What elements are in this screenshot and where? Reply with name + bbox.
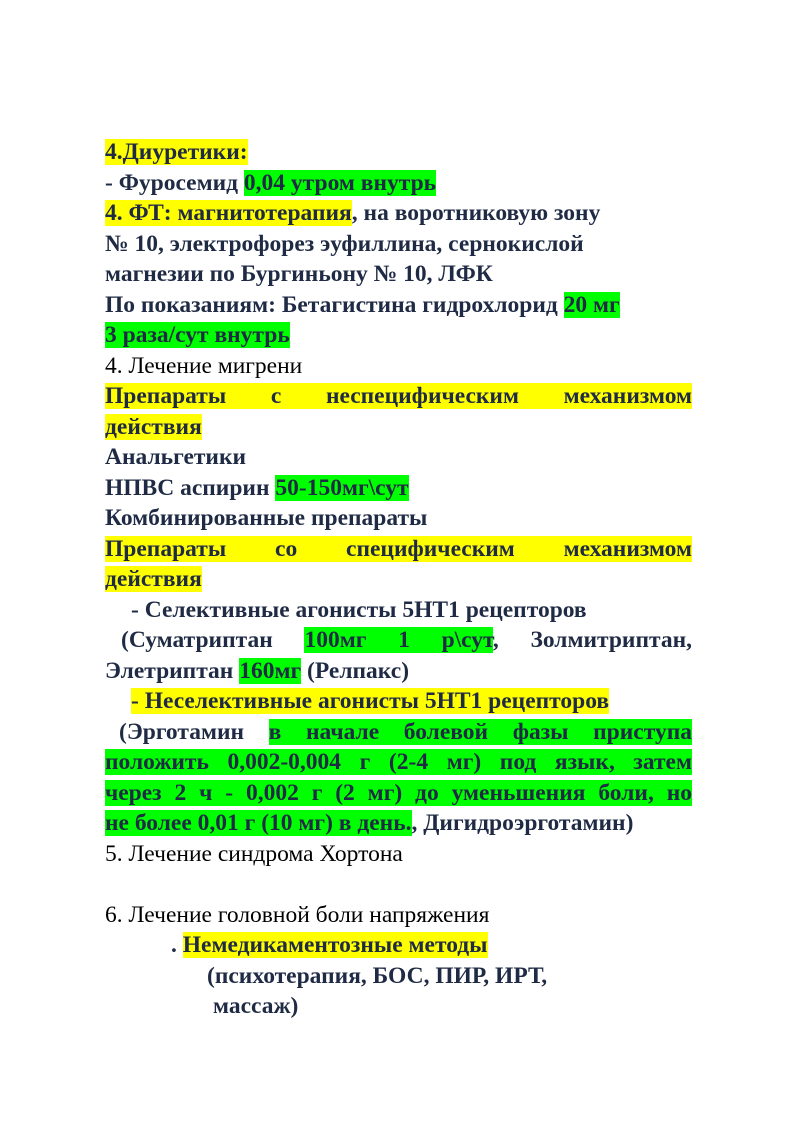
nonselective-heading: - Неселективные агонисты 5НТ1 рецепторов [131,688,610,714]
betahistine-label: По показаниям: Бетагистина гидрохлорид [105,291,564,318]
line-furosemide [105,168,692,199]
aspirin-dose: 50-150мг\сут [275,474,409,501]
line-analgesics: Анальгетики [105,444,247,470]
line-migraine-heading: 4. Лечение мигрени [105,352,303,379]
document-page [105,137,692,1022]
line-nsaid [105,473,692,504]
line-nonselective [105,686,692,717]
line-tension-heading: 6. Лечение головной боли напряжения [105,901,490,928]
line-ergotamine-4 [105,808,692,839]
line-nonspecific-1 [105,381,692,412]
ergotamine-instruction-2: положить 0,002-0,004 г (2-4 мг) под язык, затем [105,749,692,775]
line-nondrug-list: (психотерапия, БОС, ПИР, ИРТ, [207,962,548,989]
line-betahistine [105,290,692,321]
line-specific-2 [105,564,692,595]
line-sumatriptan [105,625,692,656]
line-physio [105,198,692,229]
zolmitriptan-label: , Золмитриптан, [492,627,692,653]
line-physio-3: магнезии по Бургиньону № 10, ЛФК [105,261,493,287]
relpax-label: (Релпакс) [301,657,410,684]
line-ergotamine-2 [105,747,692,778]
line-eletriptan [105,656,692,687]
line-ergotamine-3 [105,778,692,809]
eletriptan-label: Элетриптан [105,657,240,684]
specific-heading: Препараты со специфическим механизмом [105,535,692,562]
ergotamine-instruction-3: через 2 ч - 0,002 г (2 мг) до уменьшения боли, но [105,779,692,806]
blank-line [105,869,692,900]
line-nondrug [105,930,692,961]
nondrug-heading: Немедикаментозные методы [182,932,488,958]
line-selective: - Селективные агонисты 5НТ1 рецепторов [131,596,587,623]
dihydroergotamine-label: , Дигидроэрготамин) [411,810,634,836]
line-ergotamine [105,717,692,748]
betahistine-dose: 20 мг [563,291,620,318]
line-diuretics-heading [105,137,692,168]
betahistine-frequency: 3 раза/сут внутрь [105,322,290,348]
line-nonspecific-2 [105,412,692,443]
line-specific-1 [105,534,692,565]
furosemide-label: - Фуросемид [105,169,244,196]
ergotamine-label: (Эрготамин [119,718,269,745]
nondrug-bullet: . [171,932,183,958]
nonspecific-heading: Препараты с неспецифическим механизмом [105,383,692,409]
line-nondrug-list-2: массаж) [213,993,299,1019]
nonspecific-heading-cont: действия [105,413,202,440]
line-betahistine-2 [105,320,692,351]
eletriptan-dose: 160мг [239,657,302,684]
sumatriptan-dose: 100мг 1 р\сут [304,627,493,653]
ergotamine-instruction-4: не более 0,01 г (10 мг) в день. [105,810,412,836]
sumatriptan-label: (Суматриптан [121,627,305,653]
physio-text: , на воротниковую зону [351,200,601,226]
line-physio-2: № 10, электрофорез эуфиллина, сернокислой [105,230,584,257]
specific-heading-cont: действия [105,566,202,592]
furosemide-dose: 0,04 утром внутрь [243,169,437,196]
line-combined: Комбинированные препараты [105,505,428,531]
physio-label: 4. ФТ: магнитотерапия [105,200,352,226]
line-horton-heading: 5. Лечение синдрома Хортона [105,840,403,867]
nsaid-label: НПВС аспирин [105,474,276,501]
diuretics-heading: 4.Диуретики: [105,139,248,165]
ergotamine-instruction-1: в начале болевой фазы приступа [268,718,692,745]
